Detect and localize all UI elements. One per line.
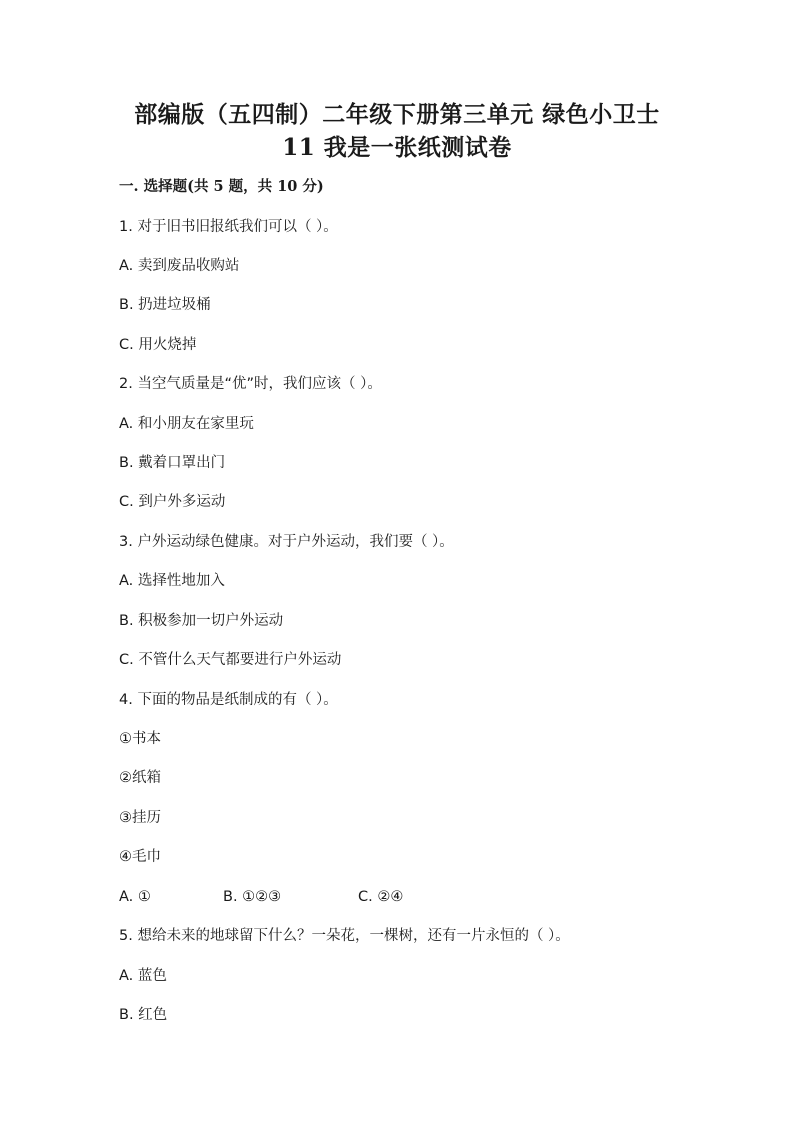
- question-2-option-a: A. 和小朋友在家里玩: [119, 416, 254, 432]
- question-3-stem: 3. 户外运动绿色健康。对于户外运动，我们要（ ）。: [119, 534, 454, 550]
- exam-title-line-1: 部编版（五四制）二年级下册第三单元 绿色小卫士: [134, 101, 660, 128]
- question-5-option-a: A. 蓝色: [119, 968, 167, 984]
- question-1-option-a: A. 卖到废品收购站: [119, 258, 240, 274]
- question-4-stem: 4. 下面的物品是纸制成的有（ ）。: [119, 692, 338, 708]
- question-2-option-b: B. 戴着口罩出门: [119, 455, 226, 471]
- question-4-item-4: ④毛巾: [119, 849, 161, 865]
- question-3-option-c: C. 不管什么天气都要进行户外运动: [119, 652, 342, 668]
- question-4-option-b: B. ①②③: [223, 889, 282, 905]
- question-4-options-row: [119, 887, 619, 907]
- question-5-option-b: B. 红色: [119, 1007, 168, 1023]
- question-3-option-a: A. 选择性地加入: [119, 573, 225, 589]
- question-2-stem: 2. 当空气质量是“优”时，我们应该（ ）。: [119, 376, 382, 392]
- question-3-option-b: B. 积极参加一切户外运动: [119, 613, 284, 629]
- question-4-item-1: ①书本: [119, 731, 161, 747]
- question-4-option-a: A. ①: [119, 889, 151, 905]
- question-4-item-2: ②纸箱: [119, 770, 161, 786]
- question-1-option-c: C. 用火烧掉: [119, 337, 197, 353]
- section-heading: 一. 选择题(共 5 题，共 10 分): [119, 178, 324, 195]
- question-4-item-3: ③挂历: [119, 810, 161, 826]
- question-1-option-b: B. 扔进垃圾桶: [119, 297, 211, 313]
- question-5-stem: 5. 想给未来的地球留下什么？一朵花，一棵树，还有一片永恒的（ ）。: [119, 928, 570, 944]
- exam-title-line-2: 11 我是一张纸测试卷: [282, 134, 512, 161]
- question-2-option-c: C. 到户外多运动: [119, 494, 226, 510]
- question-1-stem: 1. 对于旧书旧报纸我们可以（ ）。: [119, 219, 338, 235]
- question-4-option-c: C. ②④: [358, 889, 404, 905]
